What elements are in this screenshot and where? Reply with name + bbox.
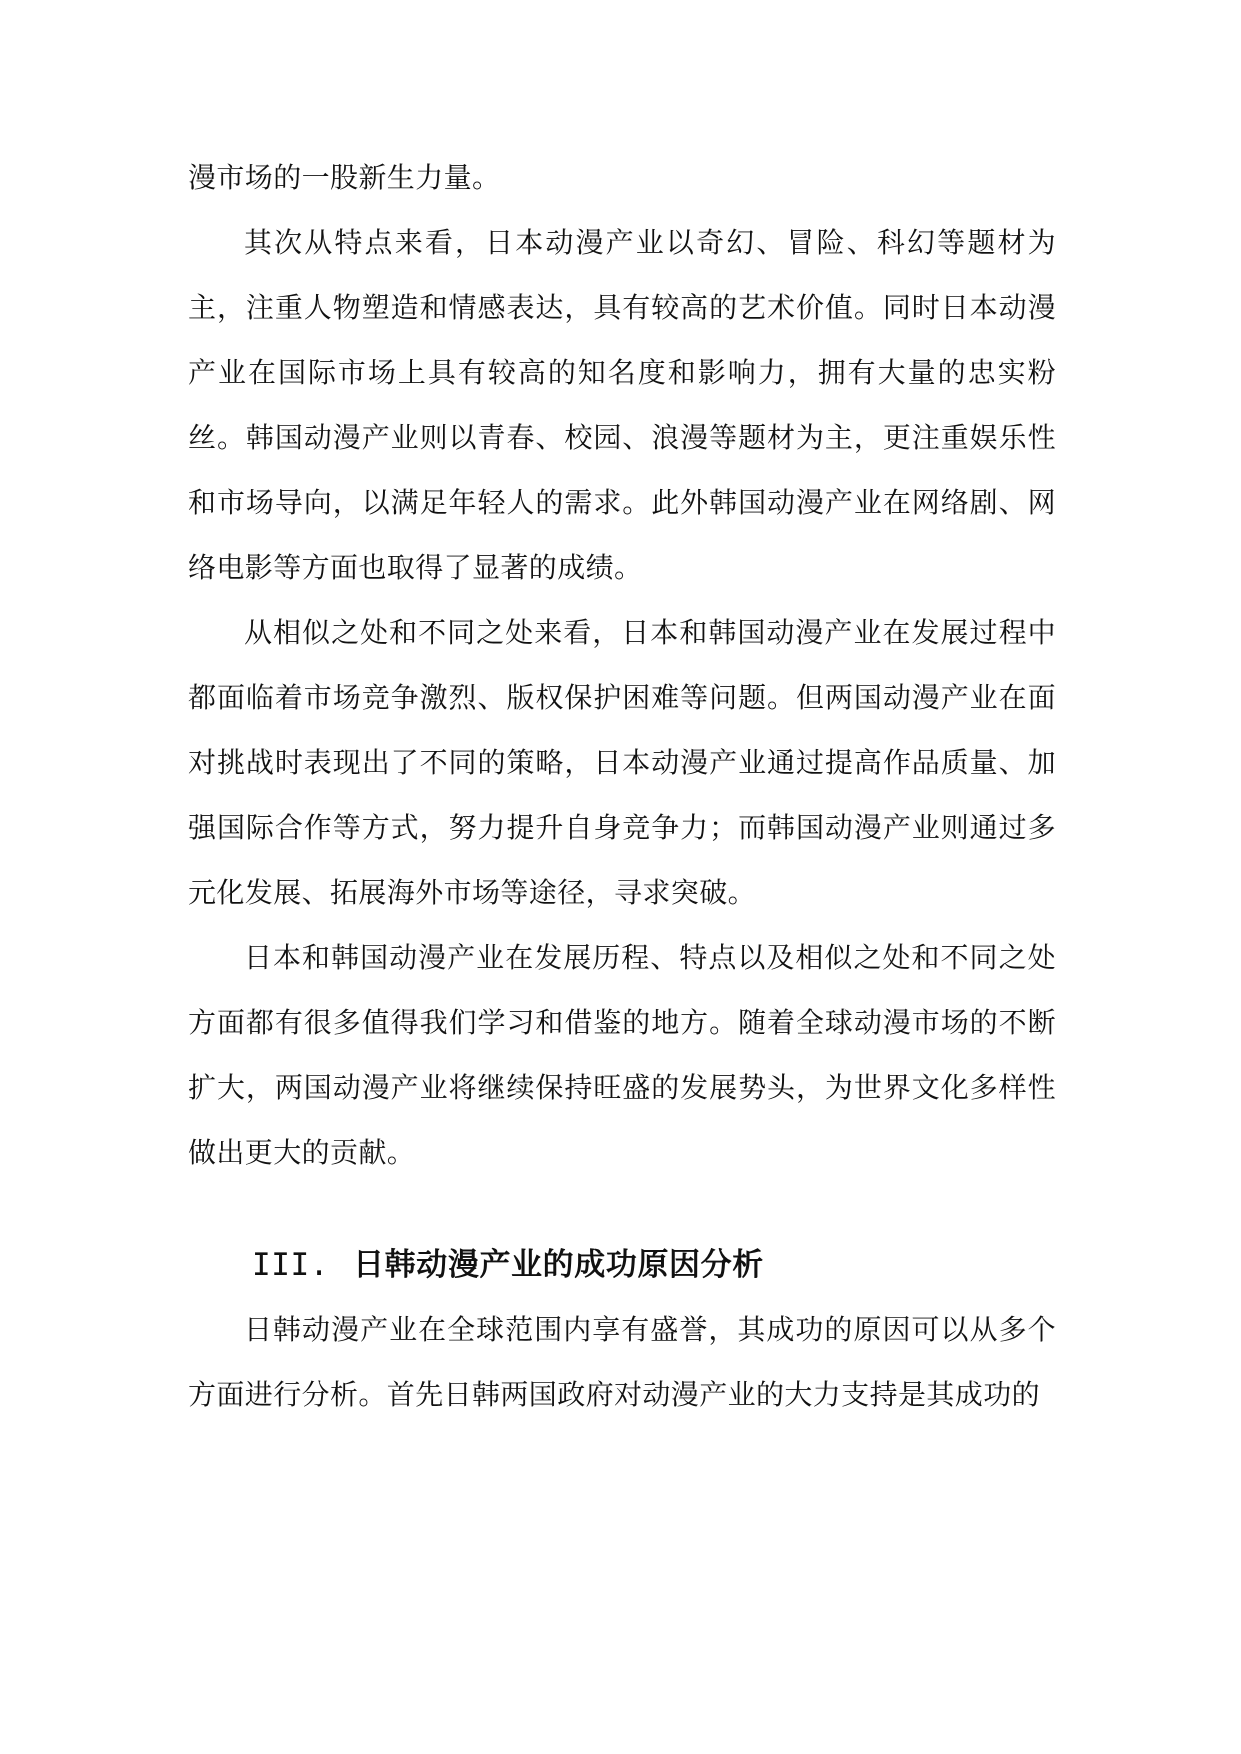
paragraph-success-reasons: 日韩动漫产业在全球范围内享有盛誉，其成功的原因可以从多个方面进行分析。首先日韩两国政府对动漫产业的大力支持是其成功的: [188, 1313, 1056, 1411]
paragraph-characteristics: 其次从特点来看，日本动漫产业以奇幻、冒险、科幻等题材为主，注重人物塑造和情感表达，具有较高的艺术价值。同时日本动漫产业在国际市场上具有较高的知名度和影响力，拥有大量的忠实粉丝。韩国动漫产业则以青春、校园、浪漫等题材为主，更注重娱乐性和市场导向，以满足年轻人的需求。此外韩国动漫产业在网络剧、网络电影等方面也取得了显著的成绩。: [188, 226, 1056, 584]
section-heading: [188, 1233, 1056, 1297]
section-number: III.: [252, 1247, 330, 1283]
paragraph-similarities-differences: 从相似之处和不同之处来看，日本和韩国动漫产业在发展过程中都面临着市场竞争激烈、版权保护困难等问题。但两国动漫产业在面对挑战时表现出了不同的策略，日本动漫产业通过提高作品质量、加强国际合作等方式，努力提升自身竞争力；而韩国动漫产业则通过多元化发展、拓展海外市场等途径，寻求突破。: [188, 616, 1056, 909]
document-body: [188, 145, 1056, 1427]
section-title: 日韩动漫产业的成功原因分析: [353, 1247, 764, 1283]
paragraph-continuation: 漫市场的一股新生力量。: [188, 161, 501, 194]
paragraph-summary: 日本和韩国动漫产业在发展历程、特点以及相似之处和不同之处方面都有很多值得我们学习和借鉴的地方。随着全球动漫市场的不断扩大，两国动漫产业将继续保持旺盛的发展势头，为世界文化多样性做出更大的贡献。: [188, 941, 1056, 1169]
